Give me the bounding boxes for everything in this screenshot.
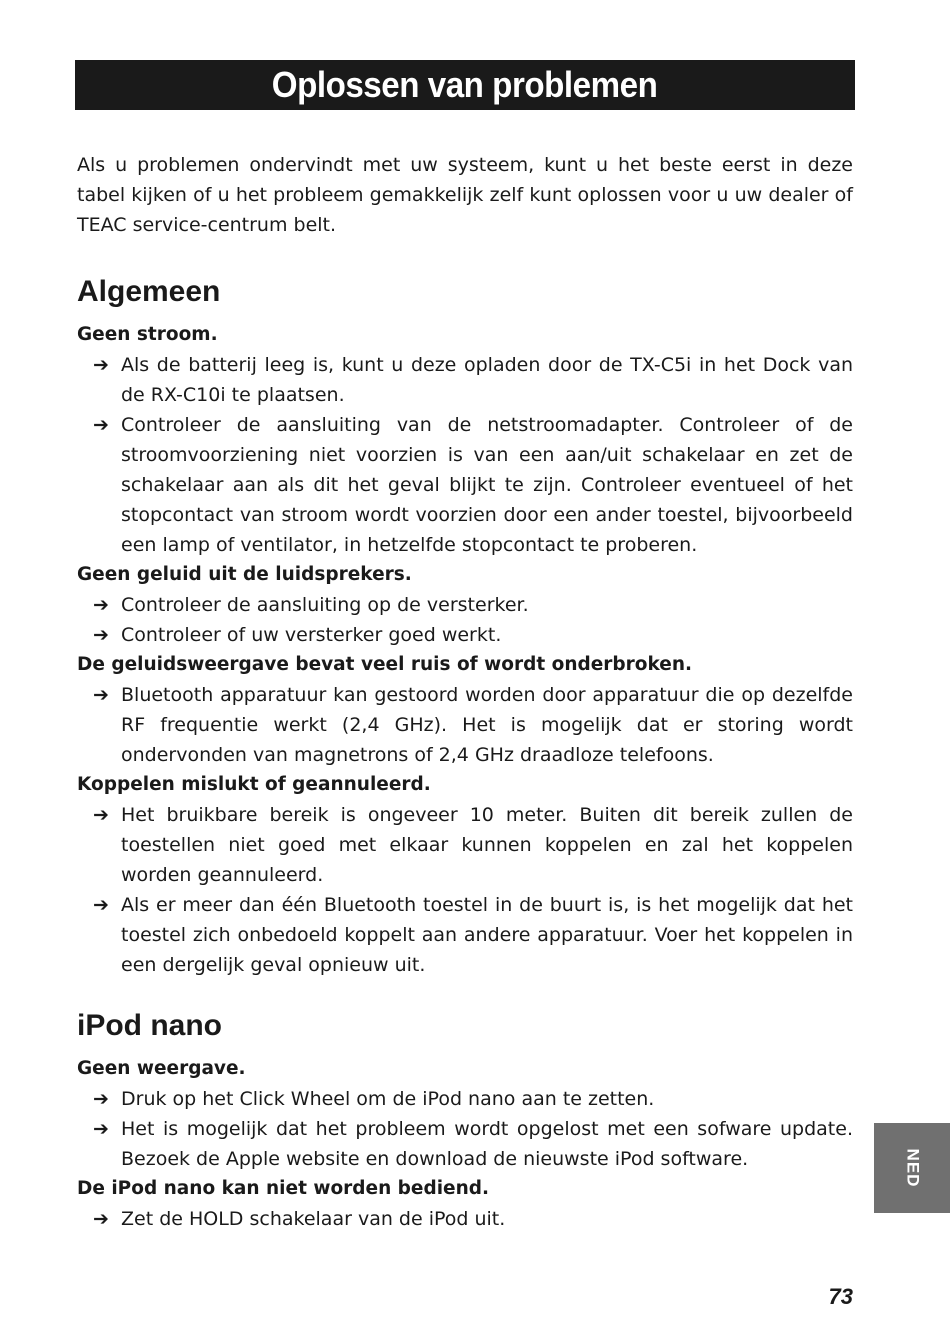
solution-item: [77, 620, 853, 650]
arrow-right-icon: ➔: [93, 624, 109, 646]
language-tab: [874, 1123, 950, 1213]
solution-text: Controleer de aansluiting van de netstroomadapter. Controleer of de stroomvoorziening niet voorzien is van een aan/uit schakelaar en zet de schakelaar aan als dit het geval blijkt te zijn. Controleer eventueel of het stopcontact van stroom wordt voorzien door een ander toestel, bijvoorbeeld een lamp of ventilator, in hetzelfde stopcontact te proberen.: [121, 414, 853, 556]
solution-item: [77, 680, 853, 770]
section-heading-algemeen: Algemeen: [77, 275, 221, 308]
solution-text: Controleer of uw versterker goed werkt.: [121, 624, 502, 646]
problem-heading: Geen stroom.: [77, 324, 218, 345]
arrow-right-icon: ➔: [93, 1088, 109, 1110]
title-bar: [75, 60, 855, 110]
language-tab-label: NED: [903, 1148, 922, 1188]
solution-item: [77, 1114, 853, 1174]
solution-text: Als de batterij leeg is, kunt u deze opladen door de TX-C5i in het Dock van de RX-C10i te plaatsen.: [121, 354, 853, 406]
solution-item: [77, 1204, 853, 1234]
page-title: Oplossen van problemen: [272, 64, 658, 105]
solution-item: [77, 410, 853, 560]
solution-item: [77, 1084, 853, 1114]
solution-item: [77, 800, 853, 890]
page-number: 73: [828, 1284, 853, 1309]
arrow-right-icon: ➔: [93, 594, 109, 616]
problem-heading: Koppelen mislukt of geannuleerd.: [77, 774, 431, 795]
problem-heading: Geen weergave.: [77, 1058, 246, 1079]
main-content: [77, 150, 853, 1234]
solution-text: Het bruikbare bereik is ongeveer 10 meter. Buiten dit bereik zullen de toestellen niet goed met elkaar kunnen koppelen en zal het koppelen worden geannuleerd.: [121, 804, 853, 886]
arrow-right-icon: ➔: [93, 354, 109, 376]
solution-text: Controleer de aansluiting op de versterker.: [121, 594, 529, 616]
solution-text: Bluetooth apparatuur kan gestoord worden door apparatuur die op dezelfde RF frequentie werkt (2,4 GHz). Het is mogelijk dat er storing wordt ondervonden van magnetrons of 2,4 GHz draadloze telefoons.: [121, 684, 853, 766]
solution-text: Zet de HOLD schakelaar van de iPod uit.: [121, 1208, 506, 1230]
intro-paragraph: Als u problemen ondervindt met uw systeem, kunt u het beste eerst in deze tabel kijken of u het probleem gemakkelijk zelf kunt oplossen voor u uw dealer of TEAC service-centrum belt.: [77, 154, 853, 236]
solution-text: Het is mogelijk dat het probleem wordt opgelost met een sofware update. Bezoek de Apple website en download de nieuwste iPod software.: [121, 1118, 853, 1170]
solution-item: [77, 890, 853, 980]
arrow-right-icon: ➔: [93, 414, 109, 436]
section-heading-ipod-nano: iPod nano: [77, 1009, 222, 1042]
arrow-right-icon: ➔: [93, 894, 109, 916]
arrow-right-icon: ➔: [93, 1208, 109, 1230]
problem-heading: Geen geluid uit de luidsprekers.: [77, 564, 412, 585]
problem-heading: De geluidsweergave bevat veel ruis of wordt onderbroken.: [77, 654, 693, 675]
solution-text: Als er meer dan één Bluetooth toestel in de buurt is, is het mogelijk dat het toestel zich onbedoeld koppelt aan andere apparatuur. Voer het koppelen in een dergelijk geval opnieuw uit.: [121, 894, 853, 976]
solution-item: [77, 350, 853, 410]
arrow-right-icon: ➔: [93, 684, 109, 706]
arrow-right-icon: ➔: [93, 804, 109, 826]
solution-item: [77, 590, 853, 620]
problem-heading: De iPod nano kan niet worden bediend.: [77, 1178, 490, 1199]
arrow-right-icon: ➔: [93, 1118, 109, 1140]
solution-text: Druk op het Click Wheel om de iPod nano aan te zetten.: [121, 1088, 655, 1110]
